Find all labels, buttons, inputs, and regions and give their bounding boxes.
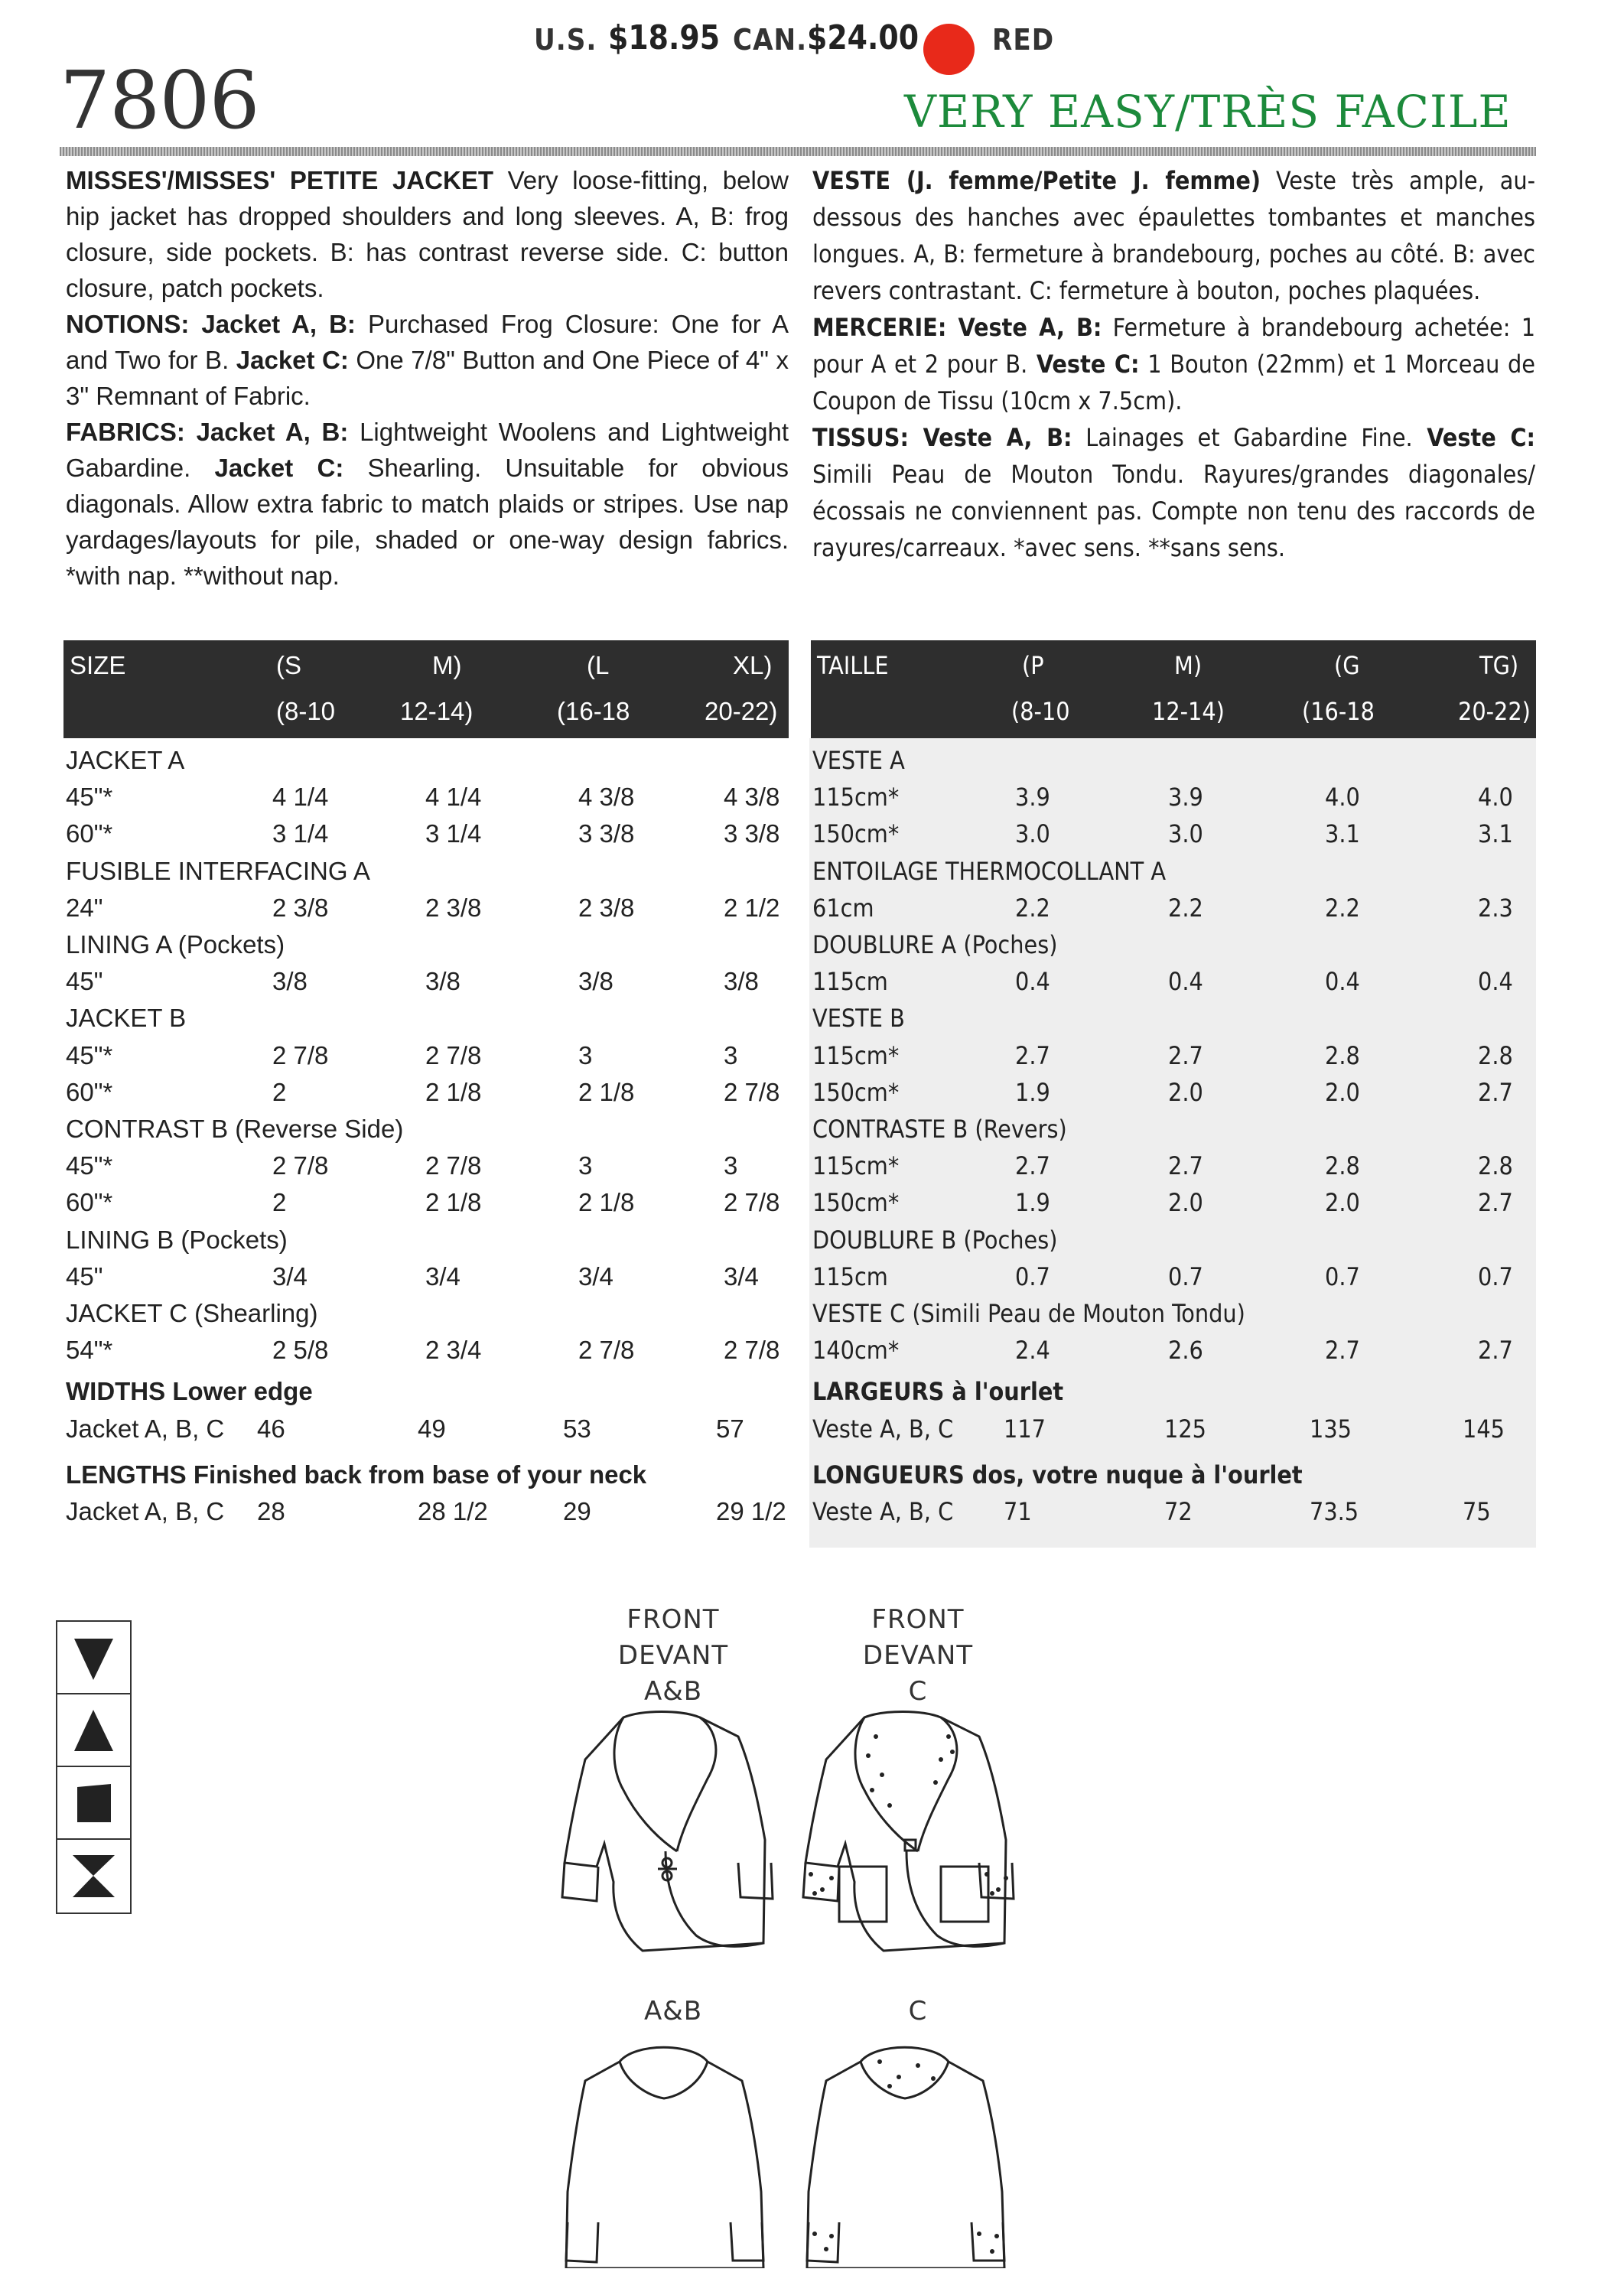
fr-cell: 2.3 (1478, 893, 1513, 923)
fr-cell: 135 (1310, 1414, 1352, 1444)
fr-row-label: 61cm (812, 893, 874, 923)
fr-cell: 3.1 (1325, 819, 1360, 849)
fr-cell: 3.9 (1015, 783, 1050, 812)
en-cell: 46 (257, 1414, 285, 1443)
fr-cell: 2.0 (1325, 1188, 1360, 1218)
french-para-fabrics: TISSUS: Veste A, B: Lainages et Gabardine Fine. Veste C: Simili Peau de Mouton Tondu. Rayures/grandes diagonales/écossais ne conviennent pas. Compte non tenu des raccords de rayures/carreaux. *avec sens. **sans sens. (812, 423, 1536, 562)
en-cell: 3/8 (578, 967, 613, 996)
en-row (66, 1151, 789, 1188)
en-row (66, 783, 789, 819)
fr-cell: 2.8 (1478, 1040, 1513, 1070)
fr-cell: 0.7 (1168, 1261, 1203, 1291)
fr-row-label: DOUBLURE A (Poches) (812, 930, 1058, 959)
en-row-label: JACKET C (Shearling) (66, 1299, 318, 1327)
fr-cell: 0.4 (1478, 967, 1513, 997)
en-cell: 2 7/8 (724, 1077, 780, 1106)
en-row-label: 45"* (66, 1151, 113, 1180)
en-cell: 2 7/8 (272, 1151, 329, 1180)
fr-cell: 2.0 (1325, 1077, 1360, 1107)
en-row-label: JACKET B (66, 1004, 187, 1033)
en-cell: 57 (716, 1414, 744, 1443)
fr-cell: 0.4 (1168, 967, 1203, 997)
en-cell: 3 (724, 1151, 738, 1180)
en-cell: 2 3/8 (578, 893, 635, 922)
fr-row-label: 115cm* (812, 783, 900, 812)
en-widths-heading: WIDTHS Lower edge (66, 1377, 313, 1406)
fr-row (812, 1226, 1535, 1262)
fr-row (812, 819, 1535, 856)
en-cell: 2 7/8 (578, 1336, 635, 1365)
fr-row (812, 1262, 1535, 1299)
size-col-1-top: (S (276, 651, 301, 679)
fr-cell: 1.9 (1015, 1077, 1050, 1107)
fr-row (812, 857, 1535, 894)
french-description (812, 162, 1535, 566)
fr-cell: 0.7 (1325, 1261, 1360, 1291)
jacket-front-ab (562, 1712, 773, 1952)
en-cell: 49 (418, 1414, 446, 1443)
legend-box (56, 1620, 132, 1914)
fr-cell: 2.7 (1168, 1040, 1203, 1070)
en-lengths-heading: LENGTHS Finished back from base of your neck (66, 1460, 647, 1489)
en-row (66, 1262, 789, 1299)
en-cell: 3/4 (578, 1261, 613, 1291)
en-cell: 3 (724, 1040, 738, 1069)
en-cell: 2 1/8 (578, 1077, 635, 1106)
back-ab-caption: A&B (643, 1996, 703, 2026)
fr-cell: 0.4 (1015, 967, 1050, 997)
english-para-notions: NOTIONS: Jacket A, B: Purchased Frog Closure: One for A and Two for B. Jacket C: One 7/8" Button and One Piece of 4" x 3" Remnant of Fabric. (66, 310, 789, 410)
en-cell: 4 1/4 (272, 783, 329, 812)
en-cell: 2 3/8 (272, 893, 329, 922)
english-para-fabrics: FABRICS: Jacket A, B: Lightweight Woolens and Lightweight Gabardine. Jacket C: Shearling. Unsuitable for obvious diagonals. Allow extra fabric to match plaids or stripes. Use nap yardages/layouts for pile, shaded or one-way design fabrics. *with nap. **without nap. (66, 418, 789, 590)
en-row-label: 45" (66, 1261, 103, 1291)
can-price: $24.00 (807, 18, 919, 57)
en-row-label: LINING B (Pockets) (66, 1225, 288, 1254)
fr-row-label: 150cm* (812, 1188, 900, 1218)
front-c-caption: FRONT DEVANT C (862, 1604, 974, 1707)
fr-cell: 73.5 (1310, 1497, 1359, 1526)
en-cell: 3/8 (272, 967, 308, 996)
en-cell: 3 3/8 (724, 819, 780, 848)
fr-cell: 4.0 (1478, 783, 1513, 812)
size-col-4-bottom: 20-22) (705, 697, 778, 725)
taille-col-2-bottom: 12-14) (1152, 697, 1225, 726)
en-row (66, 967, 789, 1004)
taille-col-3-bottom: (16-18 (1302, 697, 1375, 726)
fr-row (812, 1004, 1535, 1040)
fr-cell: 125 (1164, 1414, 1206, 1444)
fr-cell: 2.4 (1015, 1336, 1050, 1366)
fr-row (812, 1299, 1535, 1336)
en-row (66, 1336, 789, 1372)
en-cell: 53 (563, 1414, 591, 1443)
en-row-label: CONTRAST B (Reverse Side) (66, 1115, 404, 1143)
en-cell: 2 5/8 (272, 1336, 329, 1365)
fr-row (812, 783, 1535, 819)
size-col-2-bottom: 12-14) (400, 697, 474, 725)
fr-cell: 72 (1164, 1497, 1193, 1526)
fr-row-label: VESTE C (Simili Peau de Mouton Tondu) (812, 1299, 1245, 1328)
back-c-caption: C (908, 1996, 928, 2026)
en-cell: 2 3/4 (425, 1336, 482, 1365)
fr-cell: 2.8 (1325, 1151, 1360, 1181)
en-cell: 3 1/4 (425, 819, 482, 848)
jacket-front-c (803, 1712, 1014, 1952)
en-cell: 28 1/2 (418, 1497, 488, 1525)
fr-cell: 2.7 (1168, 1151, 1203, 1181)
en-cell: 3/8 (425, 967, 461, 996)
size-header-en (63, 640, 789, 738)
size-col-4-top: XL) (733, 651, 773, 679)
en-cell: 2 7/8 (724, 1336, 780, 1365)
fr-row (812, 1188, 1535, 1225)
en-cell: 2 7/8 (425, 1151, 482, 1180)
en-row (66, 1226, 789, 1262)
en-cell: 29 (563, 1497, 591, 1525)
fr-cell: 2.7 (1478, 1077, 1513, 1107)
en-row (66, 1078, 789, 1115)
fr-row-label: ENTOILAGE THERMOCOLLANT A (812, 856, 1167, 886)
en-cell: 2 (272, 1188, 287, 1217)
fr-widths-row: Veste A, B, C 117 125 135 145 (812, 1414, 1505, 1444)
fr-cell: 2.8 (1325, 1040, 1360, 1070)
en-row-label: 45"* (66, 783, 113, 812)
en-cell: 3/4 (724, 1261, 759, 1291)
size-col-3-top: (L (587, 651, 610, 679)
french-para-style: VESTE (J. femme/Petite J. femme) Veste très ample, au-dessous des hanches avec épaulettes tombantes et manches longues. A, B: fermeture à brandebourg, poches au côté. B: avec revers contrastant. C: fermeture à bouton, poches plaquées. (812, 166, 1535, 305)
fr-row-label: CONTRASTE B (Revers) (812, 1115, 1067, 1144)
fr-cell: 2.7 (1015, 1040, 1050, 1070)
fr-row (812, 1336, 1535, 1372)
fr-cell: 2.2 (1325, 893, 1360, 923)
square-icon (57, 1767, 130, 1840)
en-row (66, 1004, 789, 1040)
fr-cell: 2.0 (1168, 1077, 1203, 1107)
triangle-up-icon (57, 1694, 130, 1767)
en-cell: 2 3/8 (425, 893, 482, 922)
jacket-back-ab (566, 2047, 763, 2268)
en-lengths-row: Jacket A, B, C 28 28 1/2 29 29 1/2 (66, 1497, 786, 1525)
color-swatch (923, 24, 975, 75)
taille-col-1-bottom: (8-10 (1011, 697, 1070, 726)
fr-cell: 0.7 (1478, 1261, 1513, 1291)
hourglass-icon (57, 1840, 130, 1912)
fr-cell: 2.0 (1168, 1188, 1203, 1218)
header-divider (60, 147, 1536, 156)
french-para-notions: MERCERIE: Veste A, B: Fermeture à brandebourg achetée: 1 pour A et 2 pour B. Veste C: 1 Bouton (22mm) et 1 Morceau de Coupon de Tissu (10cm x 7.5cm). (812, 313, 1536, 415)
en-cell: 3/4 (272, 1261, 308, 1291)
us-price: $18.95 (608, 18, 721, 57)
en-row (66, 746, 789, 783)
front-ab-caption: FRONT DEVANT A&B (617, 1604, 729, 1707)
en-row (66, 819, 789, 856)
fr-row (812, 1115, 1535, 1151)
en-cell: 4 1/4 (425, 783, 482, 812)
en-row (66, 894, 789, 930)
taille-col-3-top: (G (1334, 651, 1360, 680)
yardage-table-fr (812, 746, 1535, 1549)
en-widths-row: Jacket A, B, C 46 49 53 57 (66, 1414, 744, 1443)
en-cell: 2 1/8 (425, 1077, 482, 1106)
en-row-label: 24" (66, 893, 103, 922)
jacket-back-c (807, 2047, 1004, 2268)
pattern-number: 7806 (60, 54, 259, 147)
fr-cell: 3.0 (1168, 819, 1203, 849)
en-row-label: FUSIBLE INTERFACING A (66, 856, 370, 885)
en-cell: 2 (272, 1077, 287, 1106)
fr-row (812, 746, 1535, 783)
difficulty-label: VERY EASY/TRÈS FACILE (904, 86, 1512, 138)
fr-cell: 145 (1463, 1414, 1505, 1444)
en-cell: 2 1/8 (578, 1188, 635, 1217)
fr-row-label: 115cm* (812, 1151, 900, 1181)
fr-row-label: VESTE A (812, 746, 905, 775)
en-row (66, 1115, 789, 1151)
fr-cell: 3.0 (1015, 819, 1050, 849)
fr-cell: 0.4 (1325, 967, 1360, 997)
fr-cell: 0.7 (1015, 1261, 1050, 1291)
fr-cell: 1.9 (1015, 1188, 1050, 1218)
en-row-label: 54"* (66, 1336, 113, 1365)
fr-row-label: 115cm (812, 967, 888, 997)
fr-cell: 71 (1004, 1497, 1032, 1526)
en-row (66, 1299, 789, 1336)
fr-row-label: 115cm (812, 1261, 888, 1291)
fr-row-label: 115cm* (812, 1040, 900, 1070)
en-row-label: 45" (66, 967, 103, 996)
en-cell: 3/8 (724, 967, 759, 996)
fr-row (812, 1151, 1535, 1188)
en-cell: 3/4 (425, 1261, 461, 1291)
fr-row-label: 150cm* (812, 819, 900, 849)
jacket-back-illustrations (551, 2039, 1048, 2268)
en-cell: 4 3/8 (724, 783, 780, 812)
taille-col-4-bottom: 20-22) (1458, 697, 1531, 726)
en-cell: 29 1/2 (716, 1497, 786, 1525)
fr-cell: 2.8 (1478, 1151, 1513, 1181)
english-description (66, 162, 789, 594)
fr-widths-heading: LARGEURS à l'ourlet (812, 1377, 1064, 1407)
fr-row-label: 150cm* (812, 1077, 900, 1107)
en-cell: 2 1/2 (724, 893, 780, 922)
us-label: U.S. (534, 23, 597, 57)
fr-row-label: DOUBLURE B (Poches) (812, 1225, 1058, 1255)
fr-cell: 4.0 (1325, 783, 1360, 812)
size-label: SIZE (70, 651, 126, 679)
fr-cell: 2.7 (1478, 1188, 1513, 1218)
en-cell: 2 7/8 (425, 1040, 482, 1069)
en-row-label: JACKET A (66, 746, 185, 774)
en-cell: 3 (578, 1040, 593, 1069)
can-label: CAN. (733, 23, 808, 57)
fr-cell: 2.6 (1168, 1336, 1203, 1366)
fr-cell: 2.7 (1478, 1336, 1513, 1366)
en-cell: 2 1/8 (425, 1188, 482, 1217)
fr-row-label: VESTE B (812, 1004, 905, 1034)
fr-cell: 2.2 (1168, 893, 1203, 923)
fr-row (812, 930, 1535, 967)
en-cell: 2 7/8 (724, 1188, 780, 1217)
fr-cell: 2.7 (1325, 1336, 1360, 1366)
fr-lengths-row: Veste A, B, C 71 72 73.5 75 (812, 1497, 1491, 1526)
taille-col-1-top: (P (1022, 651, 1044, 680)
en-row (66, 930, 789, 967)
en-row (66, 1041, 789, 1078)
fr-cell: 117 (1004, 1414, 1046, 1444)
fr-lengths-heading: LONGUEURS dos, votre nuque à l'ourlet (812, 1460, 1303, 1489)
fr-row-label: 140cm* (812, 1336, 900, 1366)
fr-row (812, 1078, 1535, 1115)
taille-label: TAILLE (817, 651, 889, 680)
taille-col-2-top: M) (1174, 651, 1203, 680)
en-cell: 3 1/4 (272, 819, 329, 848)
en-cell: 4 3/8 (578, 783, 635, 812)
english-para-style: MISSES'/MISSES' PETITE JACKET Very loose-fitting, below hip jacket has dropped shoulders and long sleeves. A, B: frog closure, side pockets. B: has contrast reverse side. C: button closure, patch pockets. (66, 166, 789, 302)
en-cell: 3 (578, 1151, 593, 1180)
fr-cell: 2.7 (1015, 1151, 1050, 1181)
size-col-2-top: M) (432, 651, 462, 679)
yardage-table-en (66, 746, 789, 1549)
taille-col-4-top: TG) (1479, 651, 1519, 680)
fr-row (812, 894, 1535, 930)
en-cell: 28 (257, 1497, 285, 1525)
size-col-3-bottom: (16-18 (557, 697, 630, 725)
fr-cell: 3.9 (1168, 783, 1203, 812)
size-header-fr (811, 640, 1536, 738)
en-row-label: 45"* (66, 1040, 113, 1069)
fr-row (812, 1041, 1535, 1078)
en-row-label: LINING A (Pockets) (66, 930, 285, 959)
en-row-label: 60"* (66, 1077, 113, 1106)
en-cell: 2 7/8 (272, 1040, 329, 1069)
fr-row (812, 967, 1535, 1004)
size-col-1-bottom: (8-10 (276, 697, 336, 725)
en-row (66, 857, 789, 894)
triangle-down-icon (57, 1622, 130, 1694)
color-name: RED (992, 23, 1055, 57)
jacket-front-illustrations (551, 1706, 1048, 1966)
fr-cell: 2.2 (1015, 893, 1050, 923)
en-row-label: 60"* (66, 819, 113, 848)
en-row-label: 60"* (66, 1188, 113, 1217)
fr-cell: 75 (1463, 1497, 1491, 1526)
en-row (66, 1188, 789, 1225)
en-cell: 3 3/8 (578, 819, 635, 848)
fr-cell: 3.1 (1478, 819, 1513, 849)
